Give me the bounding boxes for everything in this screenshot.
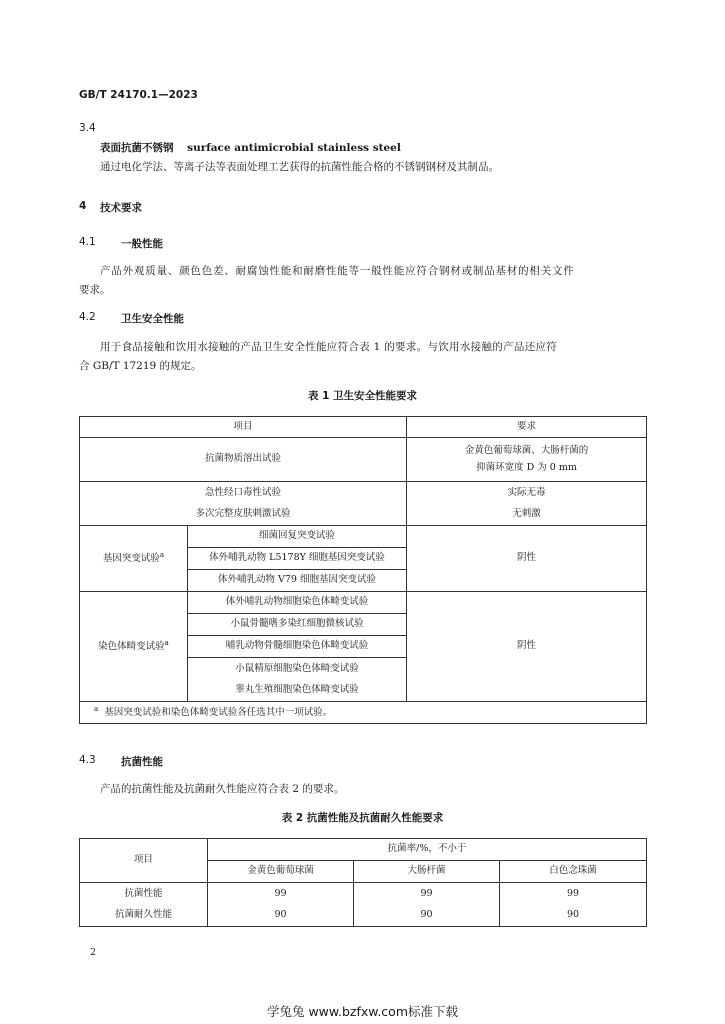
requirement-line: 金黄色葡萄球菌、大肠杆菌的 <box>464 445 589 457</box>
col-header-strain: 白色念珠菌 <box>500 861 647 883</box>
footnote-text: 基因突变试验和染色体畸变试验各任选其中一项试验。 <box>104 707 333 719</box>
section-number: 3.4 <box>79 122 96 134</box>
sub-item: 体外哺乳动物细胞染色体畸变试验 <box>188 592 407 614</box>
cell-value: 90 <box>354 905 500 927</box>
standard-code: GB/T 24170.1—2023 <box>79 89 198 101</box>
sub-item: 哺乳动物骨髓细胞染色体畸变试验 <box>188 636 407 658</box>
cell-value: 90 <box>208 905 354 927</box>
footnote-ref: a <box>159 551 165 560</box>
footnote-ref: a <box>164 639 169 648</box>
table-row <box>80 905 647 927</box>
row-requirement: 无刺激 <box>407 504 647 526</box>
table-row <box>80 504 647 526</box>
section-number: 4.2 <box>79 311 96 323</box>
paragraph-line: 产品外观质量、颜色色差、耐腐蚀性能和耐磨性能等一般性能应符合钢材或制品基材的相关文件 <box>100 265 575 277</box>
sub-item: 体外哺乳动物 L5178Y 细胞基因突变试验 <box>188 548 407 570</box>
table-footnote <box>80 702 647 724</box>
download-watermark: 学兔兔 www.bzfxw.com标准下载 <box>266 1004 458 1019</box>
cell-value: 99 <box>208 883 354 905</box>
table-caption: 表 1 卫生安全性能要求 <box>307 390 418 402</box>
sub-item: 小鼠骨髓嗜多染红细胞微核试验 <box>188 614 407 636</box>
term-heading <box>100 140 401 155</box>
table-footnote-row <box>80 702 647 724</box>
footnote-mark: a <box>94 705 99 714</box>
section-number: 4 <box>79 200 87 212</box>
section-title: 抗菌性能 <box>121 756 163 768</box>
paragraph-line: 产品的抗菌性能及抗菌耐久性能应符合表 2 的要求。 <box>100 783 345 795</box>
hygiene-safety-table <box>79 416 647 724</box>
table-caption: 表 2 抗菌性能及抗菌耐久性能要求 <box>281 812 444 824</box>
cell-value: 90 <box>500 905 647 927</box>
table-row <box>80 526 647 548</box>
row-item: 抗菌物质溶出试验 <box>80 438 407 482</box>
term-english: surface antimicrobial stainless steel <box>187 142 401 154</box>
row-label: 抗菌耐久性能 <box>80 905 208 927</box>
group-requirement: 阴性 <box>407 526 647 592</box>
col-header-requirement: 要求 <box>407 417 647 438</box>
row-requirement <box>407 438 647 482</box>
paragraph-line: 用于食品接触和饮用水接触的产品卫生安全性能应符合表 1 的要求。与饮用水接触的产品还应符 <box>100 341 558 353</box>
term-definition: 通过电化学法、等离子法等表面处理工艺获得的抗菌性能合格的不锈钢钢材及其制品。 <box>100 161 499 173</box>
section-title: 技术要求 <box>100 202 142 214</box>
term-chinese: 表面抗菌不锈钢 <box>100 142 174 154</box>
paragraph-line: 要求。 <box>79 284 111 296</box>
page-number: 2 <box>90 947 97 958</box>
group-label-text: 基因突变试验 <box>102 553 160 565</box>
row-item: 多次完整皮肤刺激试验 <box>80 504 407 526</box>
section-title: 一般性能 <box>121 238 163 250</box>
col-header-item: 项目 <box>80 417 407 438</box>
row-item: 急性经口毒性试验 <box>80 482 407 504</box>
sub-item: 睾丸生殖细胞染色体畸变试验 <box>188 680 407 702</box>
col-header-strain: 金黄色葡萄球菌 <box>208 861 354 883</box>
col-header-strain: 大肠杆菌 <box>354 861 500 883</box>
table-header-row <box>80 417 647 438</box>
sub-item: 细菌回复突变试验 <box>188 526 407 548</box>
table-row <box>80 482 647 504</box>
col-header-group: 抗菌率/%，不小于 <box>208 839 647 861</box>
sub-item: 体外哺乳动物 V79 细胞基因突变试验 <box>188 570 407 592</box>
table-row <box>80 438 647 482</box>
sub-item: 小鼠精原细胞染色体畸变试验 <box>188 658 407 680</box>
paragraph-line: 合 GB/T 17219 的规定。 <box>79 360 202 372</box>
group-requirement: 阴性 <box>407 592 647 702</box>
group-label <box>80 592 188 702</box>
cell-value: 99 <box>500 883 647 905</box>
section-title: 卫生安全性能 <box>121 313 184 325</box>
section-number: 4.3 <box>79 754 96 766</box>
table-row <box>80 883 647 905</box>
table-row <box>80 592 647 614</box>
cell-value: 99 <box>354 883 500 905</box>
group-label-text: 染色体畸变试验 <box>98 641 165 653</box>
row-requirement: 实际无毒 <box>407 482 647 504</box>
table-header-row <box>80 839 647 861</box>
section-number: 4.1 <box>79 236 96 248</box>
group-label <box>80 526 188 592</box>
requirement-line: 抑菌环宽度 D 为 0 mm <box>476 461 577 473</box>
antibacterial-table <box>79 838 647 927</box>
row-label: 抗菌性能 <box>80 883 208 905</box>
col-header-item: 项目 <box>80 839 208 883</box>
